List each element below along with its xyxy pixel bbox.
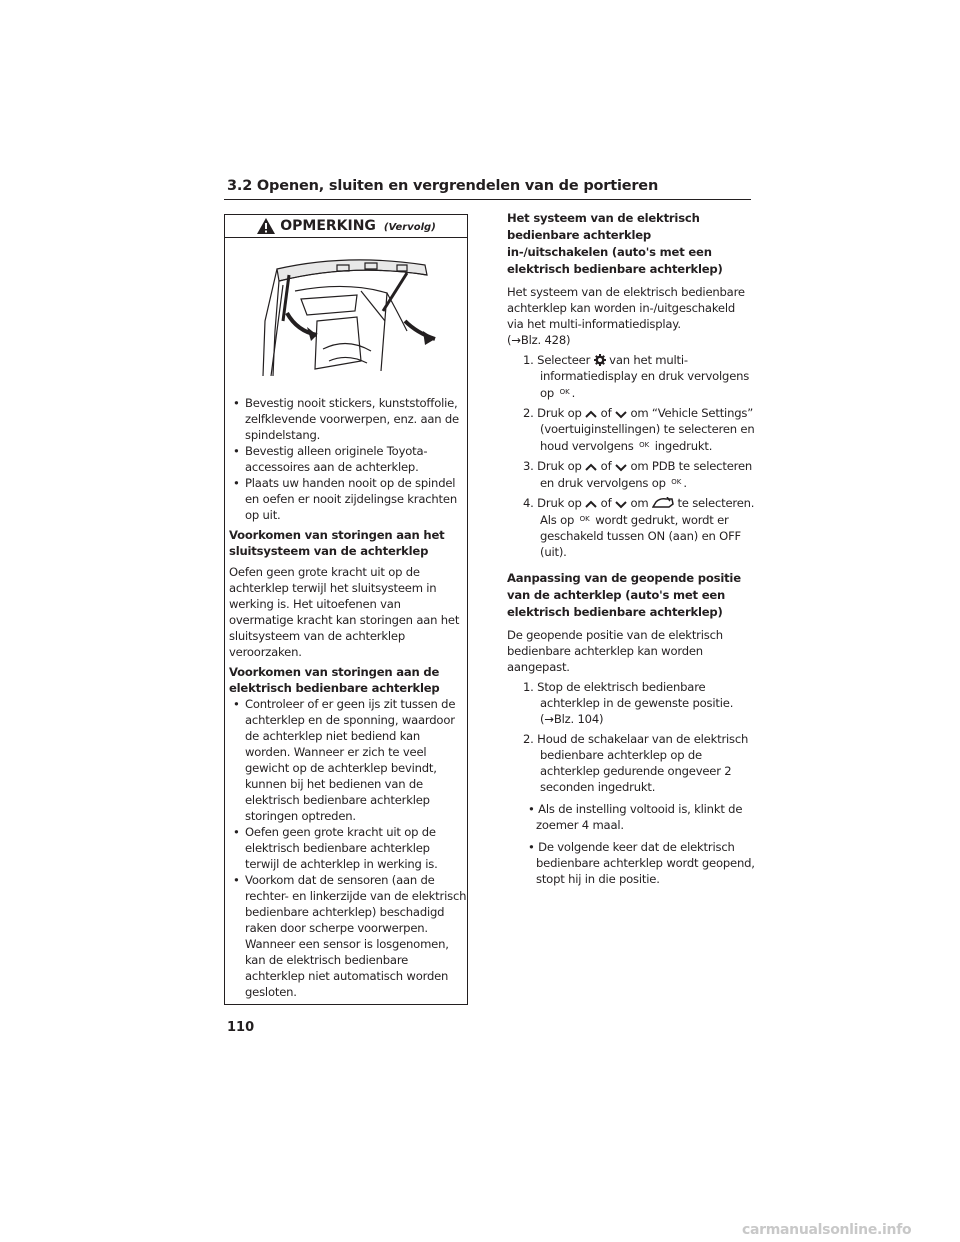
section-title: 3.2 Openen, sluiten en vergrendelen van de portieren	[227, 178, 659, 194]
paragraph: De geopende positie van de elektrisch bedienbare achterklep kan worden aangepast.	[507, 628, 723, 674]
heading: Aanpassing van de geopende positie van de achterklep (auto's met een elektrisch bedienbare achterklep)	[507, 571, 741, 619]
right-column	[507, 210, 755, 893]
chevron-up-icon	[585, 500, 597, 509]
ok-button-icon: OK	[639, 441, 650, 449]
gear-icon	[594, 354, 606, 366]
list-item: • Plaats uw handen nooit op de spindel en oefen er nooit zijdelingse krachten op uit.	[233, 476, 457, 522]
chevron-up-icon	[585, 410, 597, 419]
paragraph: Het systeem van de elektrisch bedienbare achterklep kan worden in-/uitgeschakeld via het multi-informatiedisplay. (→Blz. 428)	[507, 285, 745, 347]
chevron-down-icon	[615, 410, 627, 419]
chevron-up-icon	[585, 463, 597, 472]
step-item: 2. Houd de schakelaar van de elektrisch bedienbare achterklep op de achterklep gedurende ongeveer 2 seconden ingedrukt.	[523, 732, 749, 794]
list-item: • Bevestig alleen originele Toyota-accessoires aan de achterklep.	[233, 444, 428, 474]
notice-body	[229, 395, 467, 1000]
list-item: • Bevestig nooit stickers, kunststoffolie, zelfklevende voorwerpen, enz. aan de spindelstang.	[233, 396, 459, 442]
tailgate-icon	[652, 497, 674, 509]
step-item: 1. Selecteer van het multi-informatiedisplay en druk vervolgens op $^{OK}$ .	[523, 353, 750, 400]
notice-continued: (Vervolg)	[383, 222, 436, 233]
step-item: 3. Druk op of om PDB te selecteren en druk vervolgens op $^{OK}$ .	[523, 459, 753, 490]
subheading: Voorkomen van storingen aan de elektrisch bedienbare achterklep	[229, 665, 440, 695]
notice-header	[225, 215, 467, 238]
list-item: • Als de instelling voltooid is, klinkt de zoemer 4 maal.	[528, 802, 743, 832]
chevron-down-icon	[615, 500, 627, 509]
notice-box	[224, 214, 468, 1005]
watermark: carmanualsonline.info	[742, 1222, 912, 1238]
heading: Het systeem van de elektrisch bedienbare achterklep in-/uitschakelen (auto's met een elektrisch bedienbare achterklep)	[507, 211, 723, 276]
list-item: • Oefen geen grote kracht uit op de elektrisch bedienbare achterklep terwijl de achterklep in werking is.	[233, 825, 438, 871]
ok-button-icon: OK	[671, 478, 682, 486]
warning-icon	[256, 217, 276, 235]
ok-button-icon: OK	[559, 388, 570, 396]
step-item: 2. Druk op of om “Vehicle Settings” (voertuiginstellingen) te selecteren en houd vervolgens $^{OK}$ ingedrukt.	[523, 406, 755, 453]
list-item: • Controleer of er geen ijs zit tussen de achterklep en de sponning, waardoor de achterklep niet bediend kan worden. Wanneer er zich te veel gewicht op de achterklep bevindt, kunnen bij het bedienen van de elektrisch bedienbare achterklep storingen optreden.	[233, 697, 456, 823]
ok-button-icon: OK	[579, 515, 590, 523]
subheading: Voorkomen van storingen aan het sluitsysteem van de achterklep	[229, 528, 445, 558]
list-item: • Voorkom dat de sensoren (aan de rechter- en linkerzijde van de elektrisch bedienbare achterklep) beschadigd raken door scherpe voorwerpen. Wanneer een sensor is losgenomen, kan de elektrisch bedienbare achterklep niet automatisch worden gesloten.	[233, 873, 467, 999]
list-item: • De volgende keer dat de elektrisch bedienbare achterklep wordt geopend, stopt hij in die positie.	[528, 840, 755, 886]
step-item: 1. Stop de elektrisch bedienbare achterklep in de gewenste positie. (→Blz. 104)	[523, 680, 734, 726]
paragraph: Oefen geen grote kracht uit op de achterklep terwijl het sluitsysteem in werking is. Het uitoefenen van overmatige kracht kan storingen aan het sluitsysteem van de achterklep veroorzaken.	[229, 565, 460, 659]
tailgate-illustration	[257, 251, 437, 376]
notice-label: OPMERKING	[280, 218, 376, 234]
page-number: 110	[227, 1020, 255, 1035]
chevron-down-icon	[615, 463, 627, 472]
section-rule	[224, 199, 751, 200]
step-item: 4. Druk op of om te selecteren. Als op $^{OK}$ wordt gedrukt, wordt er geschakeld tussen ON (aan) en OFF (uit).	[523, 496, 755, 559]
